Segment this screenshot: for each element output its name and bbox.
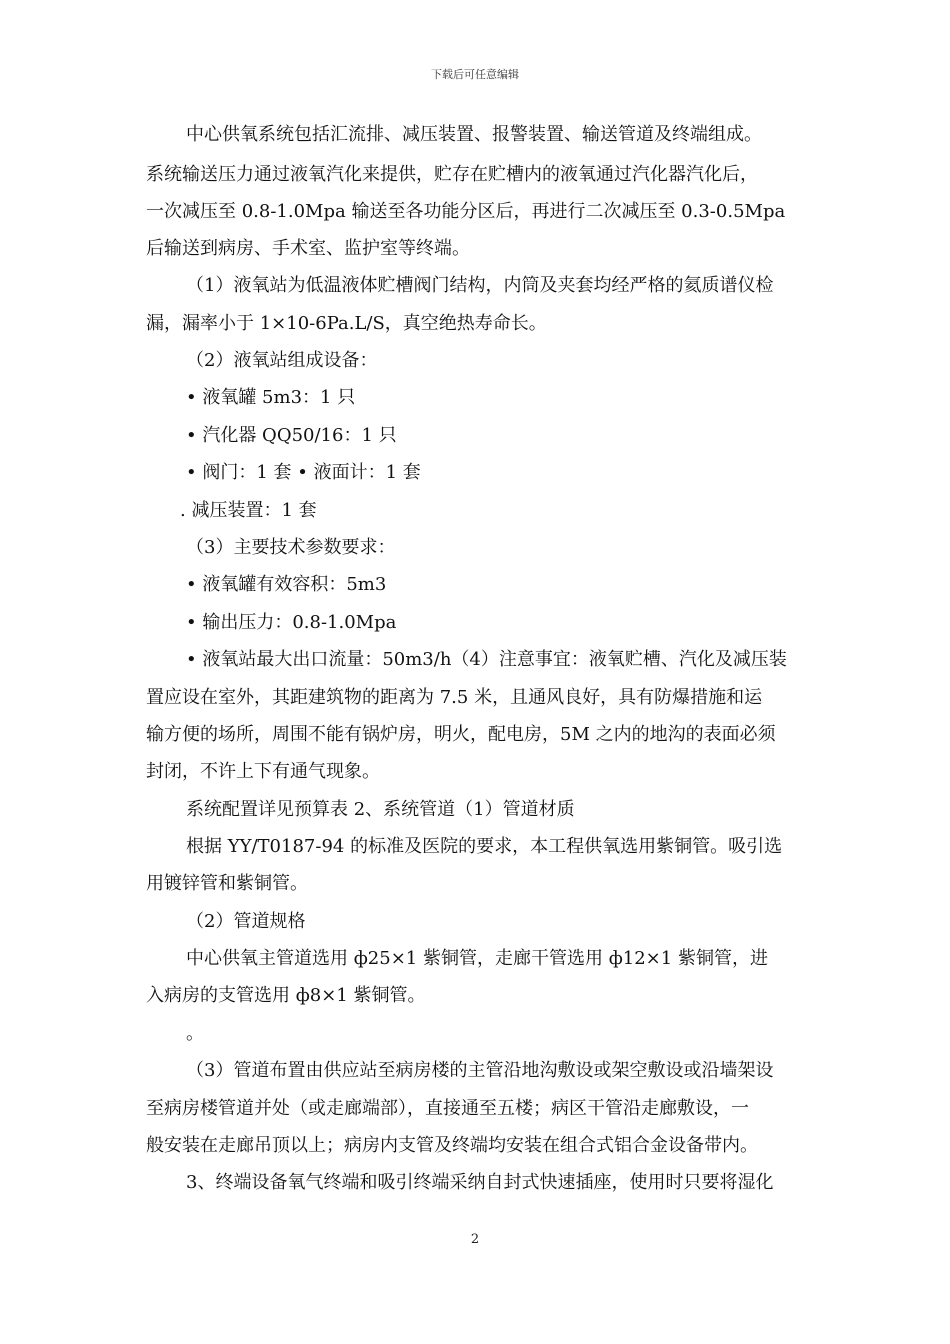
text-line: 后输送到病房、手术室、监护室等终端。 [146, 238, 470, 259]
text-line: 一次减压至 0.8-1.0Mpa 输送至各功能分区后，再进行二次减压至 0.3-0.5Mpa [146, 201, 786, 222]
text-line: 中心供氧主管道选用 ф25×1 紫铜管，走廊干管选用 ф12×1 紫铜管，进 [186, 948, 768, 969]
text-line: . 减压装置：1 套 [180, 500, 317, 521]
page-header: 下载后可任意编辑 [431, 68, 519, 81]
text-line: 根据 YY/T0187-94 的标准及医院的要求，本工程供氧选用紫铜管。吸引选 [186, 836, 783, 857]
text-line: 入病房的支管选用 ф8×1 紫铜管。 [146, 985, 426, 1006]
text-line: 系统输送压力通过液氧汽化来提供，贮存在贮槽内的液氧通过汽化器汽化后， [146, 164, 758, 185]
text-line: 中心供氧系统包括汇流排、减压装置、报警装置、输送管道及终端组成。 [186, 124, 762, 145]
text-line: 置应设在室外，其距建筑物的距离为 7.5 米，且通风良好，具有防爆措施和运 [146, 687, 763, 708]
text-line: • 阀门：1 套 • 液面计：1 套 [186, 462, 421, 483]
text-line: • 液氧罐有效容积：5m3 [186, 574, 387, 595]
text-line: 输方便的场所，周围不能有锅炉房，明火，配电房，5M 之内的地沟的表面必须 [146, 724, 776, 745]
text-line: • 液氧罐 5m3：1 只 [186, 387, 356, 408]
text-line: 系统配置详见预算表 2、系统管道（1）管道材质 [186, 799, 575, 820]
text-line: 漏，漏率小于 1×10-6Pa.L/S，真空绝热寿命长。 [146, 313, 547, 334]
text-line: 用镀锌管和紫铜管。 [146, 873, 308, 894]
text-line: • 液氧站最大出口流量：50m3/h（4）注意事宜：液氧贮槽、汽化及减压装 [186, 649, 787, 670]
text-line: 。 [186, 1023, 204, 1044]
text-line: （2）液氧站组成设备： [186, 350, 378, 371]
text-line: （3）主要技术参数要求： [186, 537, 396, 558]
text-line: 3、终端设备氧气终端和吸引终端采纳自封式快速插座，使用时只要将湿化 [186, 1172, 774, 1193]
page-number: 2 [470, 1232, 480, 1247]
text-line: 至病房楼管道并处（或走廊端部），直接通至五楼；病区干管沿走廊敷设，一 [146, 1098, 749, 1119]
text-line: （2）管道规格 [186, 911, 306, 932]
text-line: （1）液氧站为低温液体贮槽阀门结构，内筒及夹套均经严格的氦质谱仪检 [186, 275, 774, 296]
text-line: 封闭，不许上下有通气现象。 [146, 761, 380, 782]
text-line: （3）管道布置由供应站至病房楼的主管沿地沟敷设或架空敷设或沿墙架设 [186, 1060, 774, 1081]
text-line: 般安装在走廊吊顶以上；病房内支管及终端均安装在组合式铝合金设备带内。 [146, 1135, 758, 1156]
text-line: • 输出压力：0.8-1.0Mpa [186, 612, 397, 633]
text-line: • 汽化器 QQ50/16：1 只 [186, 425, 397, 446]
